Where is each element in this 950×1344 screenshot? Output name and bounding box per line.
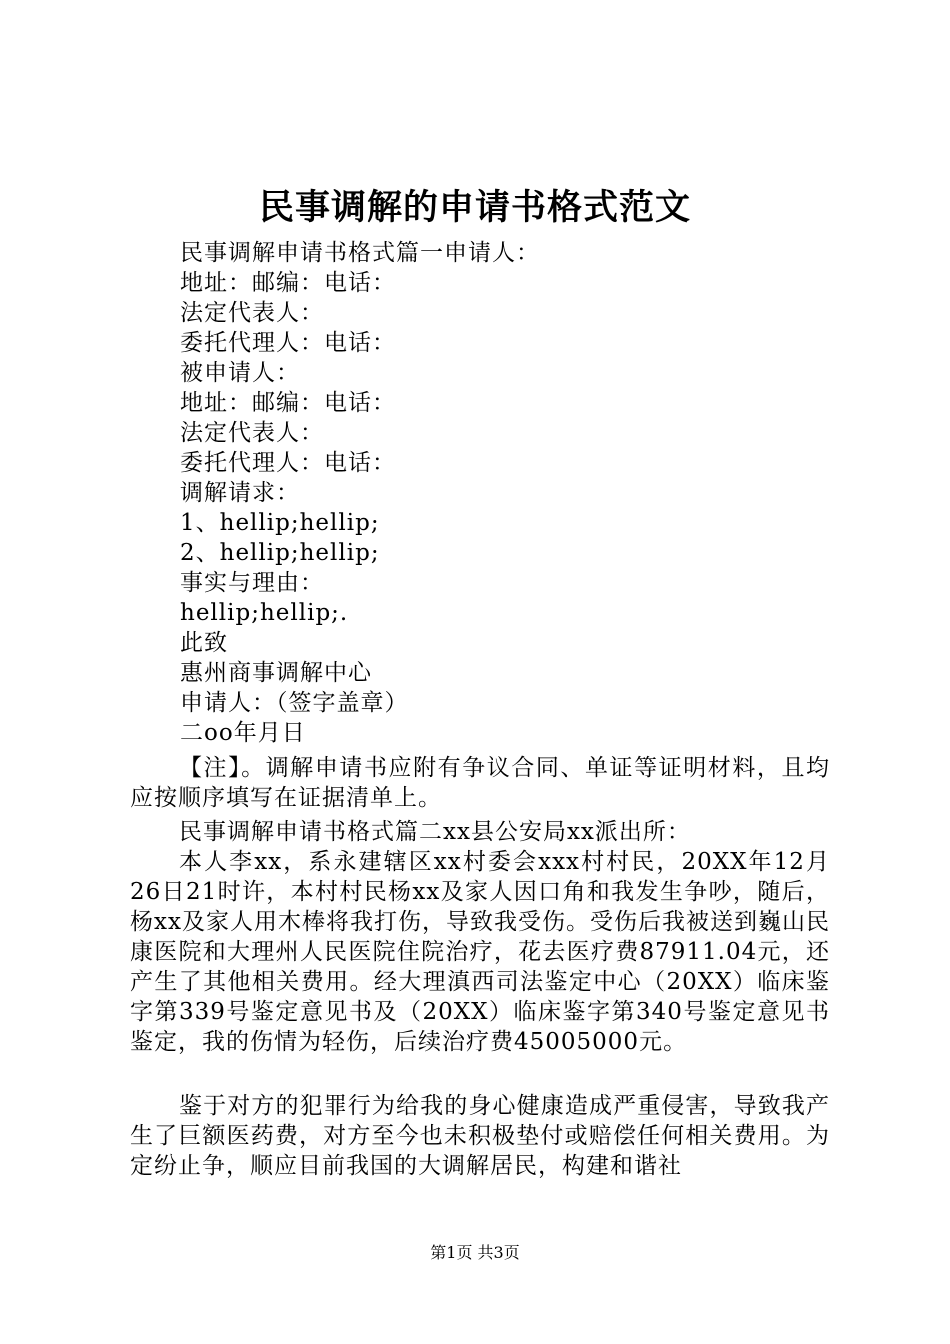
line-facts-heading: 事实与理由： <box>180 570 324 596</box>
line-applicant-agent: 委托代理人：电话： <box>180 330 396 356</box>
paragraph-format-two-heading: 民事调解申请书格式篇二xx县公安局xx派出所： <box>179 819 691 845</box>
line-request-item-2: 2、hellip;hellip; <box>180 540 380 566</box>
line-recipient: 惠州商事调解中心 <box>180 660 372 686</box>
document-title: 民事调解的申请书格式范文 <box>258 188 691 228</box>
page-footer: 第1页 共3页 <box>430 1243 520 1262</box>
line-respondent-agent: 委托代理人：电话： <box>180 450 396 476</box>
line-signature: 申请人：（签字盖章） <box>180 690 409 716</box>
line-facts-body: hellip;hellip;. <box>180 600 349 626</box>
line-respondent-legal-rep: 法定代表人： <box>180 420 324 446</box>
line-date: 二oo年月日 <box>180 720 306 746</box>
paragraph-statement-continued: 鉴于对方的犯罪行为给我的身心健康造成严重侵害，导致我产生了巨额医药费，对方至今也未积极垫付或赔偿任何相关费用。为定纷止争，顺应目前我国的大调解居民，构建和谐社 <box>130 1093 830 1179</box>
line-mediation-request: 调解请求： <box>180 480 300 506</box>
line-applicant-address: 地址：邮编：电话： <box>180 270 396 296</box>
line-salutation: 此致 <box>180 630 228 656</box>
line-request-item-1: 1、hellip;hellip; <box>180 510 380 536</box>
paragraph-statement: 本人李xx，系永建辖区xx村委会xxx村村民，20XX年12月26日21时许，本村村民杨xx及家人因口角和我发生争吵，随后，杨xx及家人用木棒将我打伤，导致我受伤。受伤后我被送到巍山民康医院和大理州人民医院住院治疗，花去医疗费87911.04元，还产生了其他相关费用。经大理滇西司法鉴定中心（20XX）临床鉴字第339号鉴定意见书及（20XX）临床鉴字第340号鉴定意见书鉴定，我的伤情为轻伤，后续治疗费45005000元。 <box>130 849 830 1055</box>
line-respondent: 被申请人： <box>180 360 300 386</box>
line-applicant-legal-rep: 法定代表人： <box>180 300 324 326</box>
line-applicant-heading: 民事调解申请书格式篇一申请人： <box>180 240 540 266</box>
paragraph-note: 【注】。调解申请书应附有争议合同、单证等证明材料，且均应按顺序填写在证据清单上。 <box>130 755 830 811</box>
line-respondent-address: 地址：邮编：电话： <box>180 390 396 416</box>
